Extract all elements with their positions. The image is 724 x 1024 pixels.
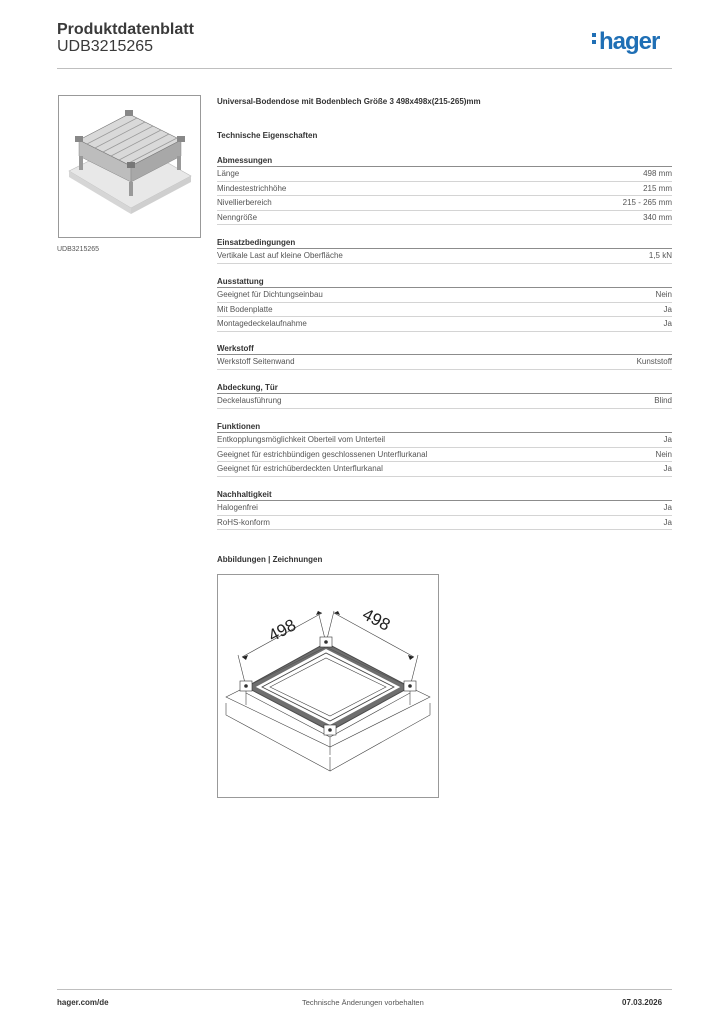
spec-label: Geeignet für estrichüberdeckten Unterflurkanal: [217, 464, 383, 473]
spec-label: Mindestestrichhöhe: [217, 183, 287, 193]
product-image-caption: UDB3215265: [57, 246, 100, 253]
spec-value: Kunststoff: [636, 357, 672, 366]
drawings-heading: Abbildungen | Zeichnungen: [217, 555, 323, 564]
dimension-left-label: 498: [265, 615, 300, 646]
spec-value: Ja: [663, 435, 672, 444]
spec-value: Ja: [663, 304, 672, 314]
spec-row: [217, 196, 672, 211]
spec-row: [217, 167, 672, 182]
product-image: [58, 95, 201, 238]
spec-group-equipment: [217, 276, 672, 332]
footer-website: hager.com/de: [57, 998, 109, 1007]
footer-divider: [57, 989, 672, 990]
spec-group-title: Einsatzbedingungen: [217, 237, 672, 249]
floor-box-photo-icon: [59, 96, 200, 237]
spec-value: Ja: [663, 319, 672, 328]
logo-text: hager: [599, 28, 660, 55]
dimension-right-label: 498: [359, 604, 394, 635]
spec-row: [217, 303, 672, 318]
spec-group-title: Werkstoff: [217, 343, 672, 355]
spec-label: Geeignet für estrichbündigen geschlossenen Unterflurkanal: [217, 449, 428, 459]
spec-row: [217, 394, 672, 409]
spec-row: [217, 182, 672, 197]
spec-label: RoHS-konform: [217, 517, 270, 527]
spec-row: [217, 355, 672, 370]
spec-row: [217, 501, 672, 516]
footer-date: 07.03.2026: [622, 998, 663, 1007]
spec-value: 498 mm: [643, 169, 672, 178]
document-title: Produktdatenblatt: [57, 21, 194, 38]
spec-row: [217, 317, 672, 332]
spec-group-title: Abdeckung, Tür: [217, 382, 672, 394]
header-divider: [57, 68, 672, 69]
spec-group-sustainability: [217, 489, 672, 530]
spec-label: Werkstoff Seitenwand: [217, 357, 295, 366]
spec-row: [217, 211, 672, 226]
spec-row: [217, 249, 672, 264]
spec-group-dimensions: [217, 155, 672, 225]
spec-group-functions: [217, 421, 672, 477]
spec-group-cover: [217, 382, 672, 409]
footer-disclaimer: Technische Änderungen vorbehalten: [302, 998, 424, 1007]
spec-label: Halogenfrei: [217, 503, 258, 512]
spec-group-title: Funktionen: [217, 421, 672, 433]
spec-row: [217, 433, 672, 448]
product-description: Universal-Bodendose mit Bodenblech Größe 3 498x498x(215-265)mm: [217, 97, 481, 106]
spec-value: Ja: [663, 517, 672, 527]
spec-label: Vertikale Last auf kleine Oberfläche: [217, 251, 343, 260]
spec-label: Entkopplungsmöglichkeit Oberteil vom Unterteil: [217, 435, 386, 444]
spec-label: Mit Bodenplatte: [217, 304, 273, 314]
spec-value: Nein: [655, 449, 672, 459]
spec-row: [217, 462, 672, 477]
spec-group-material: [217, 343, 672, 370]
spec-label: Deckelausführung: [217, 396, 282, 405]
technical-drawing: [217, 574, 439, 798]
spec-group-title: Nachhaltigkeit: [217, 489, 672, 501]
hager-logo: [592, 28, 659, 56]
spec-value: Nein: [655, 290, 672, 299]
spec-value: 215 - 265 mm: [622, 198, 672, 207]
spec-row: [217, 448, 672, 463]
spec-label: Nenngröße: [217, 212, 258, 222]
spec-label: Geeignet für Dichtungseinbau: [217, 290, 323, 299]
spec-value: 340 mm: [643, 212, 672, 222]
spec-value: Ja: [663, 464, 672, 473]
logo-dots-icon: [592, 30, 597, 47]
spec-group-conditions: [217, 237, 672, 264]
dimension-drawing-icon: [218, 575, 438, 797]
spec-group-title: Abmessungen: [217, 155, 672, 167]
spec-group-title: Ausstattung: [217, 276, 672, 288]
tech-heading: Technische Eigenschaften: [217, 131, 318, 140]
spec-value: 1,5 kN: [648, 251, 672, 260]
spec-value: Blind: [654, 396, 672, 405]
spec-label: Nivellierbereich: [217, 198, 272, 207]
spec-value: 215 mm: [643, 183, 672, 193]
spec-value: Ja: [663, 503, 672, 512]
spec-row: [217, 516, 672, 531]
product-number: UDB3215265: [57, 38, 154, 55]
spec-label: Montagedeckelaufnahme: [217, 319, 307, 328]
spec-label: Länge: [217, 169, 240, 178]
spec-row: [217, 288, 672, 303]
